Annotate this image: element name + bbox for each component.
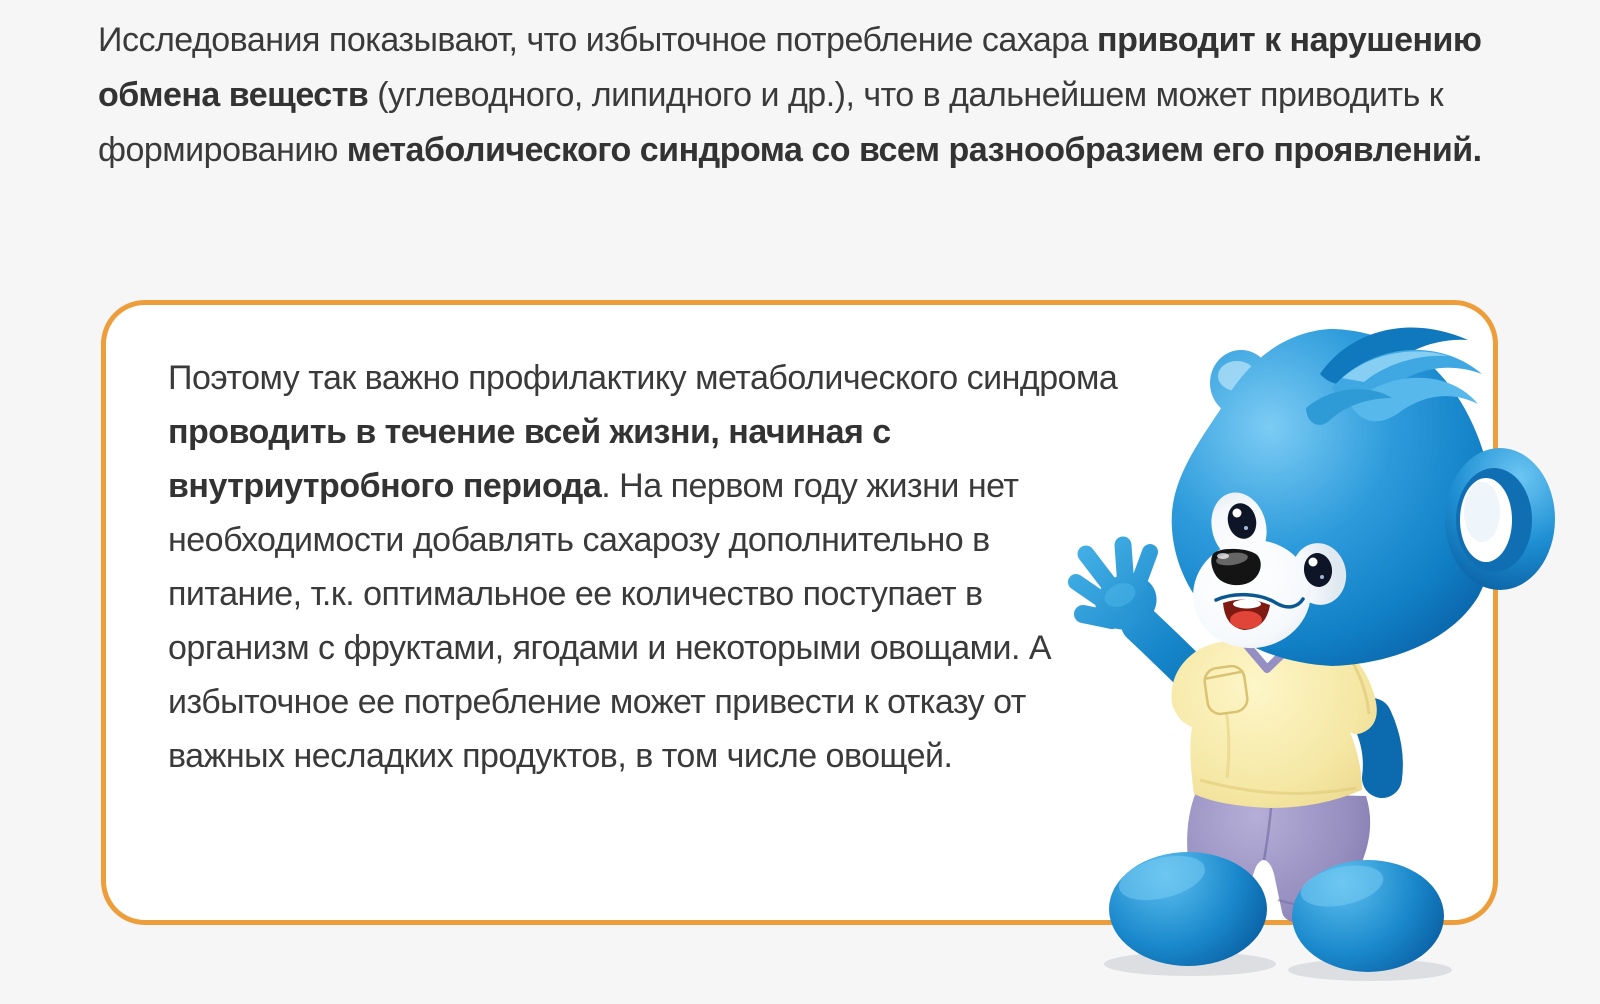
waving-blue-bear-icon: [1020, 312, 1565, 982]
bear-right-arm: [1372, 718, 1383, 778]
bear-right-ear: [1445, 448, 1555, 590]
intro-paragraph: Исследования показывают, что избыточное потребление сахара приводит к нарушению обмена веществ (углеводного, липидного и др.), что в дальнейшем может приводить к формированию метаболического синдрома со всем разнообразием его проявлений.: [98, 21, 1482, 169]
bear-shirt: [1172, 641, 1377, 808]
shirt-pocket: [1203, 664, 1249, 715]
callout-text: Поэтому так важно профилактику метаболического синдрома проводить в течение всей жизни, начиная с внутриутробного периода. На первом году жизни нет необходимости добавлять сахарозу дополнительно в питание, т.к. оптимальное ее количество поступает в организм с фруктами, ягодами и некоторыми овощами. А избыточное ее потребление может привести к отказу от важных несладких продуктов, в том числе овощей.: [168, 359, 1118, 775]
